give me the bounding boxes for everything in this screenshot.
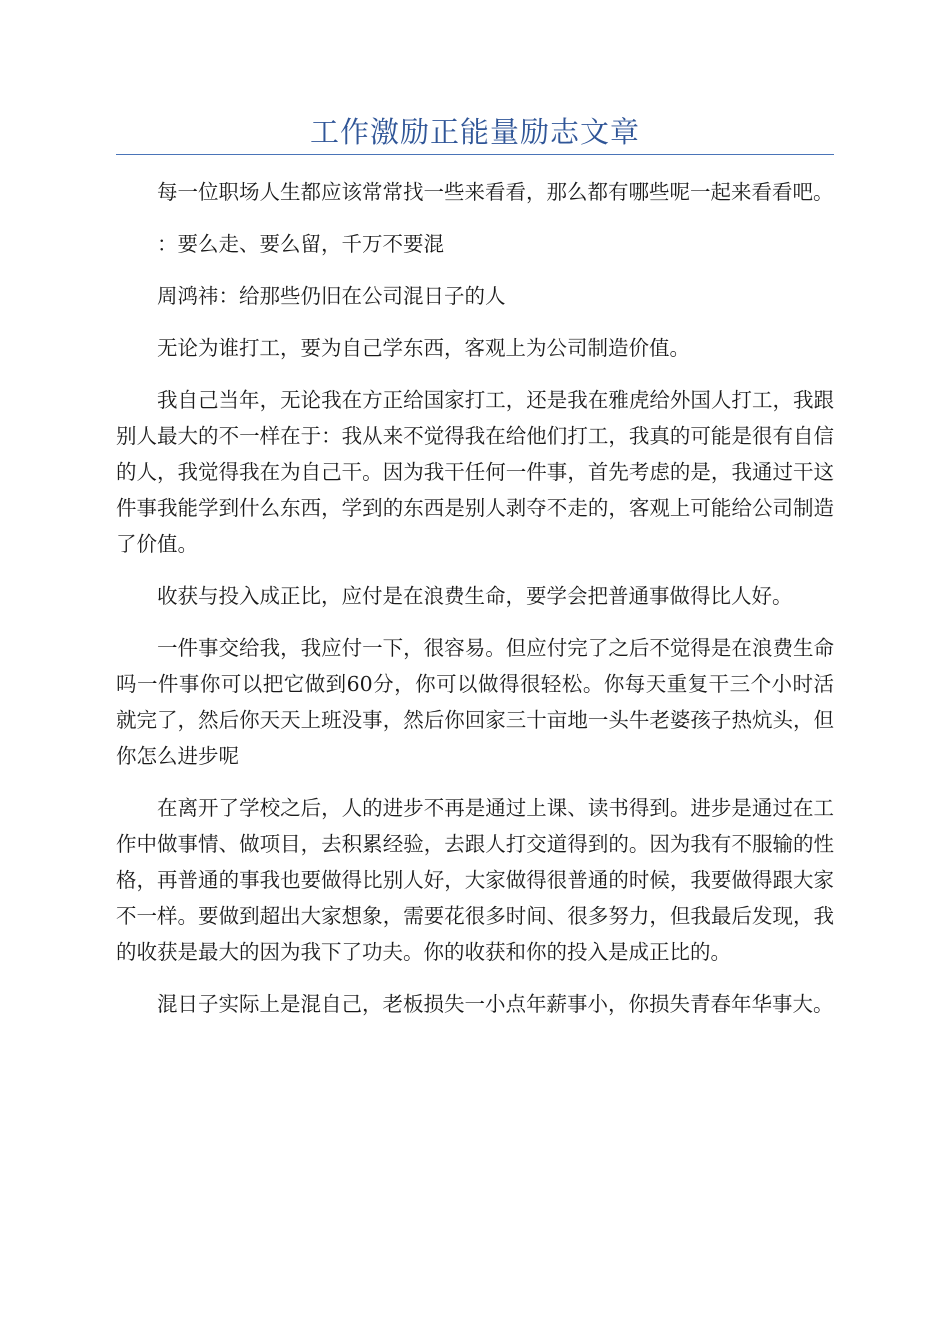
paragraph: 无论为谁打工，要为自己学东西，客观上为公司制造价值。 xyxy=(157,336,690,360)
paragraph: 收获与投入成正比，应付是在浪费生命，要学会把普通事做得比人好。 xyxy=(157,584,793,608)
title-underline xyxy=(116,154,834,155)
paragraph: 周鸿祎：给那些仍旧在公司混日子的人 xyxy=(157,284,506,308)
paragraph: ：要么走、要么留，千万不要混 xyxy=(157,232,444,256)
paragraph: 一件事交给我，我应付一下，很容易。但应付完了之后不觉得是在浪费生命吗一件事你可以把它做到60分，你可以做得很轻松。你每天重复干三个小时活就完了，然后你天天上班没事，然后你回家三十亩地一头牛老婆孩子热炕头，但你怎么进步呢 xyxy=(116,636,834,768)
document-body xyxy=(116,174,834,1038)
paragraph: 混日子实际上是混自己，老板损失一小点年薪事小，你损失青春年华事大。 xyxy=(157,992,834,1016)
paragraph: 我自己当年，无论我在方正给国家打工，还是我在雅虎给外国人打工，我跟别人最大的不一样在于：我从来不觉得我在给他们打工，我真的可能是很有自信的人，我觉得我在为自己干。因为我干任何一件事，首先考虑的是，我通过干这件事我能学到什么东西，学到的东西是别人剥夺不走的，客观上可能给公司制造了价值。 xyxy=(116,388,834,556)
paragraph: 在离开了学校之后，人的进步不再是通过上课、读书得到。进步是通过在工作中做事情、做项目，去积累经验，去跟人打交道得到的。因为我有不服输的性格，再普通的事我也要做得比别人好，大家做得很普通的时候，我要做得跟大家不一样。要做到超出大家想象，需要花很多时间、很多努力，但我最后发现，我的收获是最大的因为我下了功夫。你的收获和你的投入是成正比的。 xyxy=(116,796,834,964)
document-title: 工作激励正能量励志文章 xyxy=(309,115,640,149)
paragraph: 每一位职场人生都应该常常找一些来看看，那么都有哪些呢一起来看看吧。 xyxy=(157,180,834,204)
